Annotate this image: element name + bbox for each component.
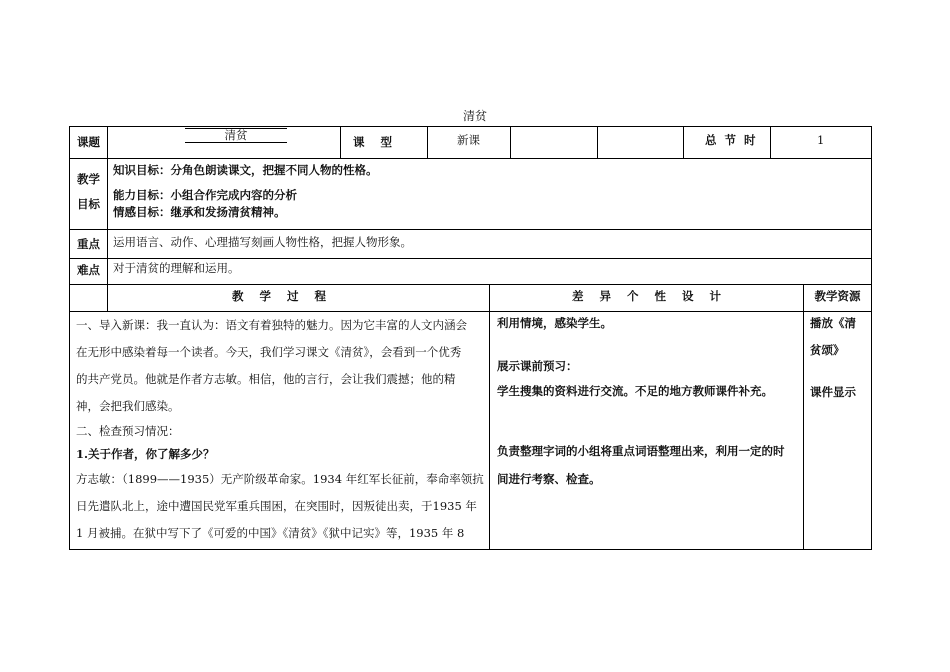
resource-line-2: 贫颂》 bbox=[810, 343, 845, 357]
col-divider bbox=[489, 284, 490, 550]
table-border-top bbox=[69, 126, 872, 127]
difficulty-text: 对于清贫的理解和运用。 bbox=[113, 261, 240, 275]
resources-column-header: 教学资源 bbox=[814, 289, 861, 303]
col-divider bbox=[597, 126, 598, 158]
knowledge-objective: 知识目标：分角色朗读课文，把握不同人物的性格。 bbox=[113, 163, 378, 177]
key-point-text: 运用语言、动作、心理描写刻画人物性格，把握人物形象。 bbox=[113, 235, 412, 249]
col-divider bbox=[803, 284, 804, 550]
col-divider bbox=[427, 126, 428, 158]
type-value: 新课 bbox=[457, 133, 480, 147]
lesson-plan-table bbox=[69, 126, 872, 550]
key-point-label: 重点 bbox=[77, 237, 100, 251]
col-divider bbox=[340, 126, 341, 158]
resource-line-3: 课件显示 bbox=[810, 385, 856, 399]
process-line: 的共产党员。他就是作者方志敏。相信，他的言行，会让我们震撼；他的精 bbox=[76, 372, 456, 386]
total-value: 1 bbox=[817, 133, 825, 147]
process-line: 神，会把我们感染。 bbox=[76, 399, 180, 413]
table-border-left bbox=[69, 126, 70, 550]
row-divider bbox=[69, 258, 872, 259]
objectives-label-1: 教学 bbox=[77, 172, 100, 186]
col-divider bbox=[770, 126, 771, 158]
author-question: 1.关于作者，你了解多少？ bbox=[76, 447, 215, 461]
design-note-1: 利用情境，感染学生。 bbox=[497, 316, 612, 330]
emotion-objective: 情感目标：继承和发扬清贫精神。 bbox=[113, 205, 286, 219]
process-content bbox=[76, 312, 488, 547]
design-note-5: 间进行考察、检查。 bbox=[497, 472, 601, 486]
col-divider bbox=[683, 126, 684, 158]
topic-value bbox=[185, 128, 287, 143]
author-line: 方志敏：（1899——1935）无产阶级革命家。1934 年红军长征前，奉命率领抗 bbox=[76, 472, 484, 486]
design-note-3: 学生搜集的资料进行交流。不足的地方教师课件补充。 bbox=[497, 384, 773, 398]
row-divider bbox=[69, 229, 872, 230]
objectives-label-2: 目标 bbox=[77, 197, 100, 211]
design-note-2: 展示课前预习： bbox=[497, 359, 578, 373]
topic-label: 课题 bbox=[77, 135, 100, 149]
process-line: 在无形中感染着每一个读者。今天，我们学习课文《清贫》，会看到一个优秀 bbox=[76, 345, 462, 359]
design-column-header: 差 异 个 性 设 计 bbox=[571, 289, 722, 303]
row-divider bbox=[69, 158, 872, 159]
table-border-bottom bbox=[69, 549, 872, 550]
process-line: 一、导入新课：我一直认为：语文有着独特的魅力。因为它丰富的人文内涵会 bbox=[76, 318, 467, 332]
document-title: 清贫 bbox=[462, 109, 487, 123]
author-line: 1 月被捕。在狱中写下了《可爱的中国》《清贫》《狱中记实》等，1935 年 8 bbox=[76, 526, 465, 540]
design-note-4: 负责整理字词的小组将重点词语整理出来，利用一定的时 bbox=[497, 444, 785, 458]
difficulty-label: 难点 bbox=[77, 263, 100, 277]
col-divider bbox=[107, 126, 108, 311]
ability-objective: 能力目标：小组合作完成内容的分析 bbox=[113, 188, 297, 202]
process-column-header: 教 学 过 程 bbox=[231, 289, 327, 303]
type-label: 课 型 bbox=[353, 135, 393, 149]
author-line: 日先遣队北上，途中遭国民党军重兵围困，在突围时，因叛徒出卖，于1935 年 bbox=[76, 499, 477, 513]
table-border-right bbox=[871, 126, 872, 550]
col-divider bbox=[510, 126, 511, 158]
resource-line-1: 播放《清 bbox=[810, 316, 856, 330]
process-line: 二、检查预习情况： bbox=[76, 424, 180, 438]
topic-field: 清贫 bbox=[185, 128, 287, 143]
total-label: 总 节 时 bbox=[705, 133, 756, 147]
row-divider bbox=[69, 284, 872, 285]
